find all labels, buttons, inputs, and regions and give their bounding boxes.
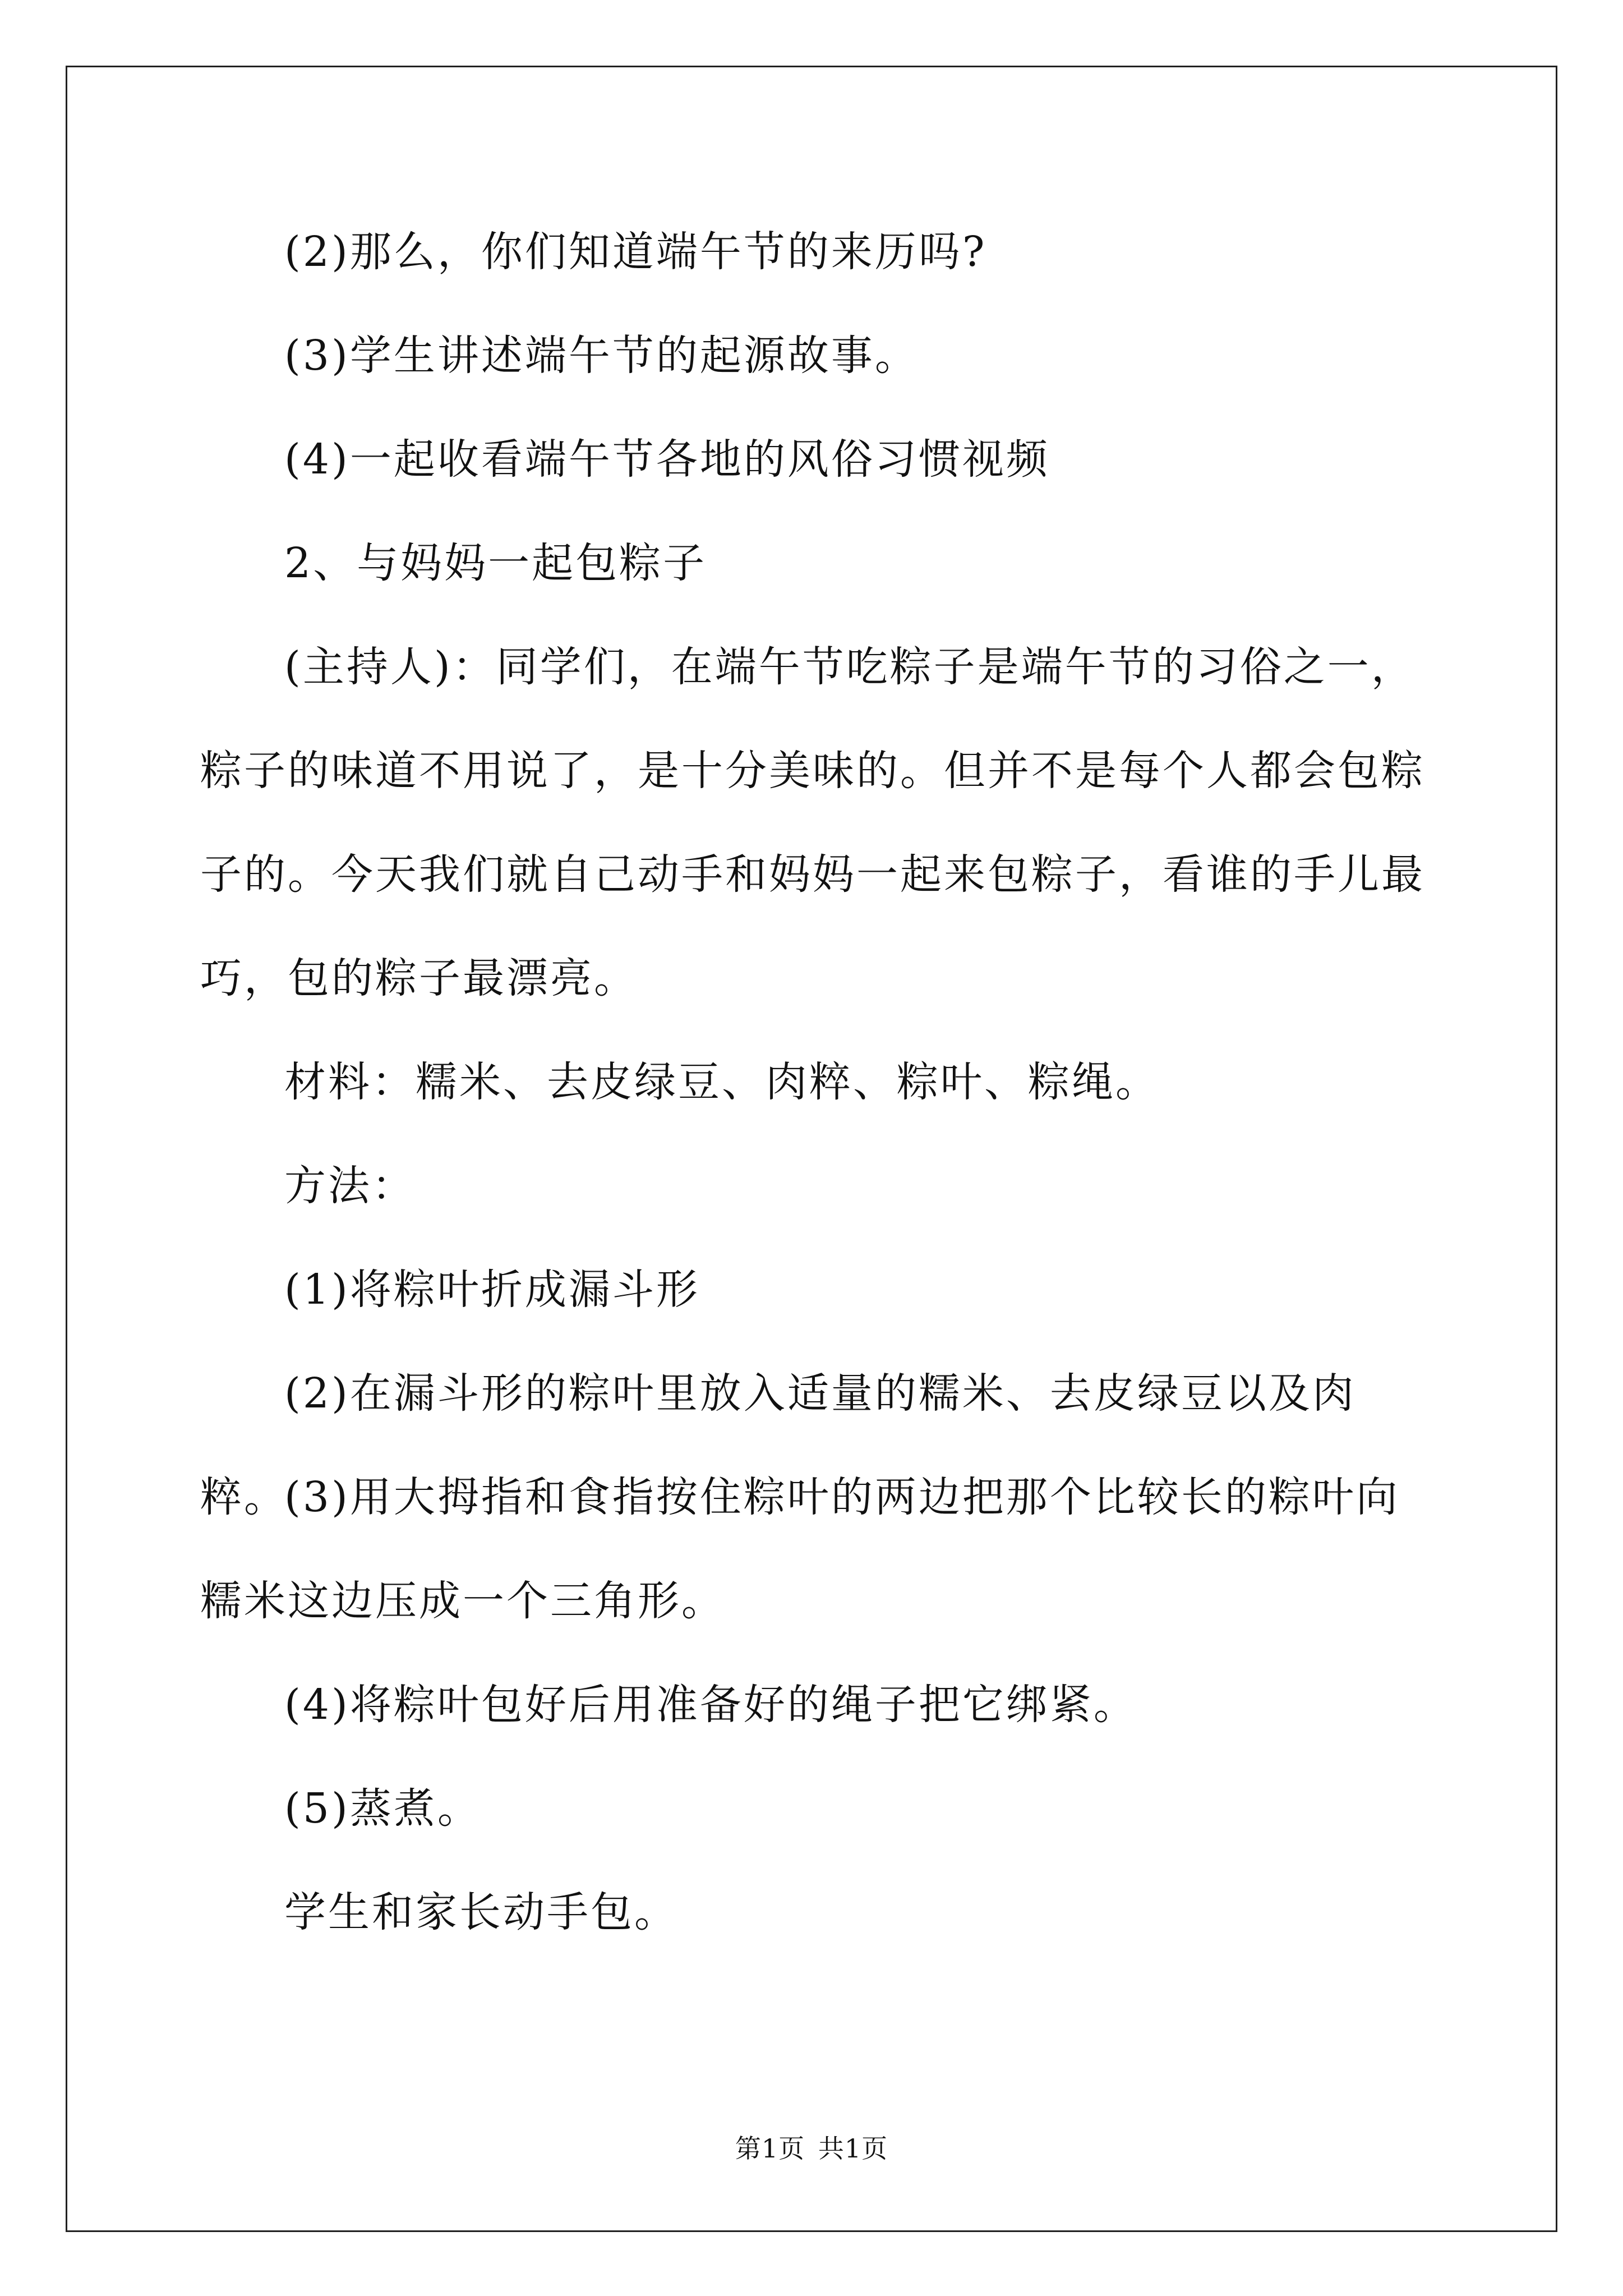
- paragraph: (2)那么，你们知道端午节的来历吗?: [284, 228, 987, 276]
- paragraph: 材料：糯米、去皮绿豆、肉粹、粽叶、粽绳。: [284, 1058, 1159, 1106]
- paragraph: (5)蒸煮。: [284, 1784, 481, 1833]
- paragraph: (4)一起收看端午节各地的风俗习惯视频: [284, 435, 1050, 484]
- paragraph: (主持人)：同学们，在端午节吃粽子是端午节的习俗之一，粽子的味道不用说了，是十分美味的。但并不是每个人都会包粽子的。今天我们就自己动手和妈妈一起来包粽子，看谁的手儿最巧，包的粽子最漂亮。: [200, 643, 1425, 1002]
- paragraph: (2)在漏斗形的粽叶里放入适量的糯米、去皮绿豆以及肉粹。: [200, 1369, 1356, 1521]
- paragraph: (3)用大拇指和食指按住粽叶的两边把那个比较长的粽叶向糯米这边压成一个三角形。: [200, 1473, 1400, 1625]
- current-page-number: 第1页: [735, 2133, 805, 2164]
- paragraph: 学生和家长动手包。: [284, 1888, 678, 1936]
- paragraph: (4)将粽叶包好后用准备好的绳子把它绑紧。: [284, 1681, 1137, 1729]
- total-page-count: 共1页: [818, 2133, 888, 2164]
- page-footer: [0, 2132, 1623, 2165]
- paragraph: (1)将粽叶折成漏斗形: [284, 1266, 700, 1314]
- paragraph: 方法：: [284, 1162, 416, 1210]
- paragraph: 2、与妈妈一起包粽子: [284, 539, 707, 587]
- paragraph: (3)学生讲述端午节的起源故事。: [284, 332, 919, 380]
